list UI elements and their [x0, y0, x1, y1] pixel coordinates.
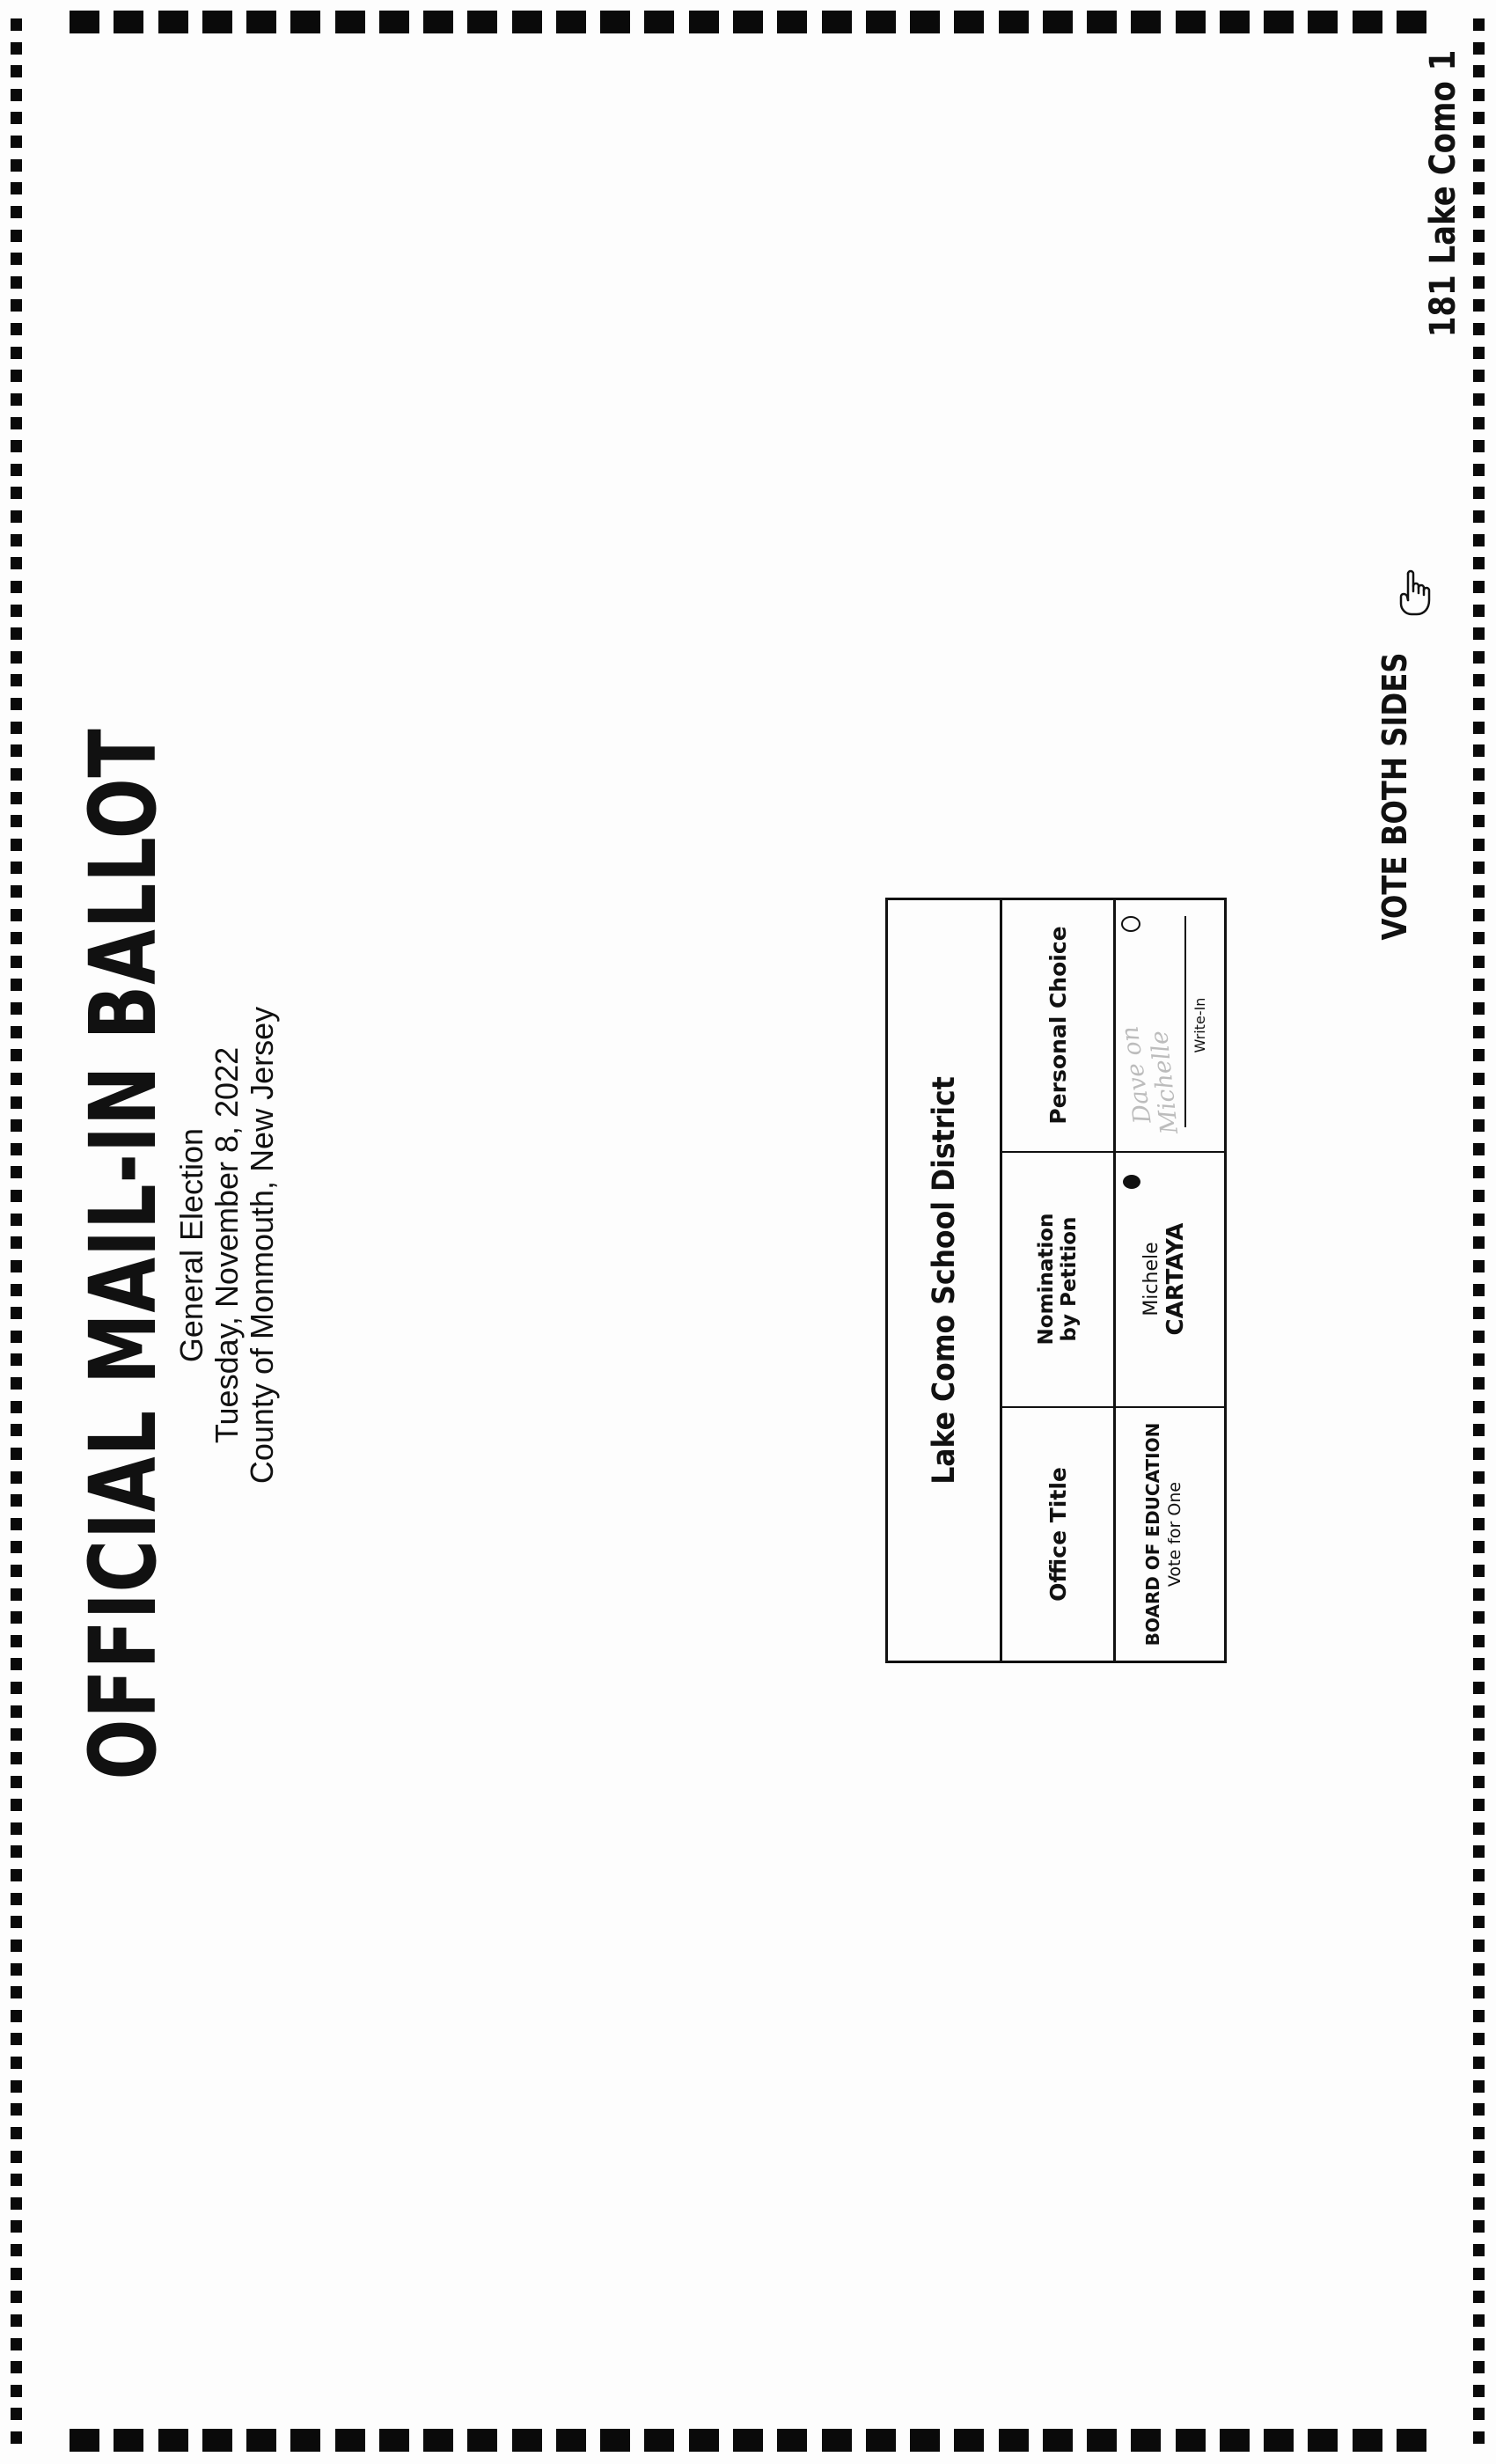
timing-mark: [1176, 2429, 1206, 2452]
timing-mark: [11, 1611, 22, 1624]
timing-mark: [114, 11, 143, 33]
timing-mark: [1473, 1541, 1485, 1553]
election-date: Tuesday, November 8, 2022: [209, 1046, 245, 1444]
timing-mark: [556, 2429, 586, 2452]
timing-mark: [11, 1002, 22, 1015]
timing-mark: [11, 1049, 22, 1061]
timing-mark: [866, 2429, 896, 2452]
timing-mark: [11, 1940, 22, 1952]
timing-mark: [1473, 862, 1485, 874]
timing-mark: [11, 370, 22, 382]
timing-mark: [11, 159, 22, 172]
timing-mark: [1308, 2429, 1338, 2452]
timing-mark: [11, 2010, 22, 2022]
timing-mark: [11, 627, 22, 640]
timing-mark: [11, 206, 22, 218]
candidate-cell[interactable]: [1116, 1153, 1224, 1405]
timing-mark: [1087, 2429, 1117, 2452]
district-name: Lake Como School District: [927, 1076, 962, 1485]
timing-mark: [11, 136, 22, 148]
timing-mark: [11, 2174, 22, 2186]
timing-mark: [11, 276, 22, 289]
timing-mark: [1473, 1940, 1485, 1952]
timing-mark: [11, 1518, 22, 1530]
timing-mark: [1473, 112, 1485, 124]
timing-mark: [1473, 2291, 1485, 2303]
timing-mark: [600, 2429, 630, 2452]
timing-mark: [246, 11, 276, 33]
timing-mark: [1473, 2385, 1485, 2397]
election-info: [174, 1007, 280, 1484]
timing-mark: [600, 11, 630, 33]
timing-mark: [11, 979, 22, 991]
timing-mark: [11, 112, 22, 124]
timing-mark: [1473, 1401, 1485, 1413]
timing-mark: [11, 768, 22, 781]
timing-mark: [1473, 510, 1485, 523]
timing-mark: [1473, 651, 1485, 664]
timing-mark: [379, 11, 409, 33]
timing-mark: [467, 11, 497, 33]
timing-mark: [1473, 698, 1485, 710]
timing-mark: [11, 2385, 22, 2397]
district-header: [888, 938, 1001, 1623]
timing-mark: [1473, 230, 1485, 242]
timing-mark: [822, 2429, 852, 2452]
write-in-cell[interactable]: [1116, 900, 1224, 1150]
timing-mark: [11, 1728, 22, 1741]
timing-mark: [11, 1588, 22, 1601]
timing-mark: [158, 11, 188, 33]
timing-mark: [1473, 1705, 1485, 1718]
timing-mark: [70, 2429, 99, 2452]
timing-mark: [11, 932, 22, 944]
timing-mark: [777, 2429, 807, 2452]
timing-mark: [1473, 2220, 1485, 2233]
timing-mark: [1473, 393, 1485, 406]
timing-mark: [954, 11, 984, 33]
timing-mark: [11, 885, 22, 898]
timing-mark: [11, 1143, 22, 1155]
timing-mark: [1473, 159, 1485, 172]
timing-mark: [1473, 1611, 1485, 1624]
timing-mark: [999, 2429, 1029, 2452]
timing-mark: [1473, 2174, 1485, 2186]
timing-mark: [1308, 11, 1338, 33]
timing-mark: [11, 1377, 22, 1390]
timing-mark: [11, 1236, 22, 1249]
timing-mark: [1473, 1869, 1485, 1881]
timing-mark: [11, 1893, 22, 1905]
timing-mark: [11, 230, 22, 242]
timing-mark: [1473, 979, 1485, 991]
timing-mark: [1176, 11, 1206, 33]
timing-mark: [11, 1494, 22, 1507]
timing-mark: [11, 1963, 22, 1976]
timing-mark: [11, 2361, 22, 2373]
timing-mark: [1473, 1588, 1485, 1601]
timing-mark: [11, 557, 22, 569]
write-in-handwriting-1: Dave on: [1116, 1024, 1157, 1126]
timing-mark: [1473, 2197, 1485, 2210]
timing-mark: [11, 862, 22, 874]
timing-mark: [1473, 2033, 1485, 2045]
timing-mark: [335, 2429, 365, 2452]
timing-mark: [246, 2429, 276, 2452]
timing-mark: [1473, 932, 1485, 944]
timing-mark: [556, 11, 586, 33]
timing-mark: [1264, 11, 1294, 33]
timing-mark: [1473, 1986, 1485, 1998]
timing-mark: [1473, 1026, 1485, 1038]
timing-mark: [1473, 2151, 1485, 2163]
timing-mark: [1473, 370, 1485, 382]
timing-mark: [1473, 182, 1485, 194]
timing-mark: [1473, 2314, 1485, 2327]
timing-mark: [1473, 1635, 1485, 1647]
office-title: BOARD OF EDUCATION: [1142, 1422, 1163, 1646]
timing-mark: [1473, 2010, 1485, 2022]
timing-mark: [11, 510, 22, 523]
candidate-first-name: Michele: [1140, 1242, 1162, 1316]
timing-mark: [1397, 11, 1426, 33]
timing-mark: [1473, 605, 1485, 617]
timing-mark: [1473, 2361, 1485, 2373]
timing-mark: [954, 2429, 984, 2452]
timing-mark: [11, 2431, 22, 2444]
timing-mark: [1473, 1307, 1485, 1319]
timing-mark: [70, 11, 99, 33]
timing-mark: [335, 11, 365, 33]
timing-mark: [11, 2103, 22, 2116]
timing-mark: [1473, 65, 1485, 77]
timing-mark: [1473, 1518, 1485, 1530]
timing-mark: [11, 2268, 22, 2280]
timing-mark: [11, 2244, 22, 2256]
timing-mark: [11, 1845, 22, 1858]
vote-both-sides: VOTE BOTH SIDES: [1375, 652, 1414, 941]
timing-mark: [11, 744, 22, 757]
timing-mark: [1131, 11, 1161, 33]
timing-mark: [1473, 534, 1485, 546]
timing-mark: [11, 722, 22, 734]
timing-mark: [158, 2429, 188, 2452]
timing-mark: [11, 2033, 22, 2045]
timing-mark: [1473, 1166, 1485, 1178]
timing-mark: [11, 1565, 22, 1577]
timing-mark: [1473, 1728, 1485, 1741]
timing-mark: [1473, 276, 1485, 289]
timing-mark: [11, 1705, 22, 1718]
election-county: County of Monmouth, New Jersey: [244, 1006, 280, 1485]
timing-mark: [11, 1658, 22, 1670]
timing-mark: [1353, 11, 1382, 33]
timing-mark: [11, 1799, 22, 1811]
timing-mark: [1473, 1752, 1485, 1764]
timing-mark: [11, 393, 22, 406]
timing-mark: [1473, 1893, 1485, 1905]
timing-mark: [1473, 1799, 1485, 1811]
timing-mark: [11, 464, 22, 476]
timing-mark: [1473, 1776, 1485, 1788]
timing-mark: [1473, 557, 1485, 569]
timing-mark: [1473, 1448, 1485, 1460]
timing-mark: [11, 2197, 22, 2210]
timing-mark: [11, 839, 22, 851]
timing-mark: [11, 698, 22, 710]
timing-mark: [11, 1682, 22, 1694]
timing-mark: [11, 440, 22, 452]
timing-mark: [11, 182, 22, 194]
timing-mark: [1473, 2080, 1485, 2093]
timing-mark: [11, 956, 22, 968]
timing-mark: [11, 89, 22, 101]
timing-mark: [1473, 1049, 1485, 1061]
timing-mark: [11, 674, 22, 686]
timing-mark: [11, 65, 22, 77]
timing-mark: [290, 11, 320, 33]
timing-mark: [822, 11, 852, 33]
timing-mark: [1473, 2103, 1485, 2116]
timing-mark: [11, 651, 22, 664]
timing-mark: [11, 605, 22, 617]
timing-mark: [11, 1190, 22, 1202]
timing-mark: [1473, 1845, 1485, 1858]
timing-mark: [1397, 2429, 1426, 2452]
write-in-label: Write-In: [1192, 997, 1208, 1053]
timing-mark: [1473, 1236, 1485, 1249]
timing-mark: [1473, 1284, 1485, 1296]
timing-mark: [1473, 1471, 1485, 1484]
timing-mark: [467, 2429, 497, 2452]
timing-mark: [1473, 1073, 1485, 1085]
timing-mark: [1043, 11, 1073, 33]
timing-mark: [910, 11, 940, 33]
timing-mark: [1473, 909, 1485, 921]
vote-instruction: Vote for One: [1165, 1481, 1184, 1588]
timing-mark: [1473, 2127, 1485, 2139]
timing-mark: [11, 1284, 22, 1296]
timing-mark: [1473, 1963, 1485, 1976]
timing-mark: [1220, 11, 1250, 33]
timing-mark: [11, 299, 22, 312]
timing-mark: [1473, 581, 1485, 593]
timing-mark: [11, 1026, 22, 1038]
timing-mark: [1473, 1119, 1485, 1132]
timing-mark: [11, 792, 22, 804]
timing-mark: [11, 1869, 22, 1881]
timing-mark: [1087, 11, 1117, 33]
timing-mark: [644, 11, 674, 33]
timing-mark: [11, 1635, 22, 1647]
timing-mark: [1473, 792, 1485, 804]
timing-mark: [11, 2338, 22, 2350]
timing-mark: [689, 2429, 719, 2452]
timing-mark: [1473, 744, 1485, 757]
timing-mark: [1473, 1565, 1485, 1577]
timing-mark: [11, 1822, 22, 1835]
timing-mark: [11, 1401, 22, 1413]
timing-mark: [1473, 1096, 1485, 1109]
timing-mark: [1473, 1424, 1485, 1436]
timing-mark: [1473, 885, 1485, 898]
timing-mark: [11, 1096, 22, 1109]
timing-mark: [1473, 2431, 1485, 2444]
timing-mark: [11, 2408, 22, 2420]
timing-mark: [11, 1986, 22, 1998]
timing-mark: [423, 2429, 453, 2452]
timing-mark: [1473, 1682, 1485, 1694]
timing-mark: [1473, 1214, 1485, 1226]
timing-mark: [1473, 2244, 1485, 2256]
timing-mark: [1473, 2268, 1485, 2280]
timing-mark: [1473, 18, 1485, 31]
timing-mark: [1473, 1658, 1485, 1670]
timing-mark: [11, 1471, 22, 1484]
timing-mark: [1473, 487, 1485, 499]
timing-mark: [1473, 1002, 1485, 1015]
timing-mark: [11, 1353, 22, 1366]
timing-mark: [11, 2057, 22, 2069]
timing-mark: [689, 11, 719, 33]
timing-mark: [11, 347, 22, 359]
write-in-handwriting-2: Michelle: [1145, 1029, 1184, 1136]
timing-mark: [1473, 722, 1485, 734]
timing-mark: [1264, 2429, 1294, 2452]
timing-mark: [11, 1073, 22, 1085]
timing-mark: [1473, 815, 1485, 827]
timing-mark: [733, 2429, 763, 2452]
timing-mark: [11, 534, 22, 546]
timing-mark: [11, 1166, 22, 1178]
contest-table: [885, 898, 1227, 1663]
timing-mark: [1353, 2429, 1382, 2452]
timing-mark: [1473, 136, 1485, 148]
timing-mark: [1473, 1353, 1485, 1366]
timing-mark: [11, 323, 22, 335]
timing-mark: [1473, 347, 1485, 359]
timing-mark: [11, 2291, 22, 2303]
column-header-nomination: Nomination by Petition: [1035, 1213, 1081, 1346]
timing-mark: [423, 11, 453, 33]
candidate-last-name: CARTAYA: [1162, 1222, 1189, 1336]
timing-mark: [1473, 464, 1485, 476]
timing-mark: [777, 11, 807, 33]
timing-mark: [11, 1260, 22, 1272]
office-title-cell: [1116, 1408, 1224, 1661]
precinct-label: 181 Lake Como 1: [1423, 49, 1463, 338]
timing-mark: [1473, 299, 1485, 312]
timing-mark: [1473, 1377, 1485, 1390]
column-header-office: Office Title: [1045, 1467, 1071, 1602]
timing-mark: [1473, 768, 1485, 781]
timing-mark: [1473, 42, 1485, 55]
timing-mark: [1473, 1143, 1485, 1155]
timing-mark: [11, 1448, 22, 1460]
timing-mark: [1473, 1822, 1485, 1835]
candidate-oval[interactable]: [1123, 1175, 1140, 1189]
timing-mark: [1131, 2429, 1161, 2452]
timing-mark: [202, 11, 232, 33]
timing-mark: [1473, 1916, 1485, 1928]
timing-mark: [1473, 2057, 1485, 2069]
timing-mark: [11, 2151, 22, 2163]
timing-mark: [11, 1424, 22, 1436]
column-header-personal-choice: Personal Choice: [1045, 926, 1071, 1125]
timing-mark: [1473, 1494, 1485, 1507]
timing-mark: [11, 2220, 22, 2233]
timing-mark: [11, 2127, 22, 2139]
timing-mark: [114, 2429, 143, 2452]
write-in-oval[interactable]: [1121, 916, 1140, 932]
timing-mark: [11, 1119, 22, 1132]
timing-mark: [1473, 1260, 1485, 1272]
timing-mark: [1473, 839, 1485, 851]
timing-mark: [1473, 2408, 1485, 2420]
pointing-hand-icon: [1392, 567, 1445, 620]
timing-mark: [11, 253, 22, 265]
timing-mark: [11, 1776, 22, 1788]
timing-mark: [11, 581, 22, 593]
timing-mark: [11, 1541, 22, 1553]
timing-mark: [1473, 206, 1485, 218]
timing-mark: [733, 11, 763, 33]
timing-mark: [644, 2429, 674, 2452]
timing-mark: [1473, 253, 1485, 265]
timing-mark: [512, 11, 542, 33]
timing-mark: [11, 1214, 22, 1226]
timing-mark: [1473, 417, 1485, 429]
timing-mark: [1473, 1190, 1485, 1202]
timing-mark: [11, 1307, 22, 1319]
timing-mark: [1473, 627, 1485, 640]
timing-mark: [1473, 2338, 1485, 2350]
ballot-title: OFFICIAL MAIL-IN BALLOT: [70, 728, 177, 1780]
timing-mark: [11, 42, 22, 55]
timing-mark: [11, 1916, 22, 1928]
timing-mark: [1473, 674, 1485, 686]
timing-mark: [1473, 89, 1485, 101]
timing-mark: [11, 417, 22, 429]
timing-mark: [11, 815, 22, 827]
timing-mark: [1043, 2429, 1073, 2452]
timing-mark: [866, 11, 896, 33]
timing-mark: [999, 11, 1029, 33]
timing-mark: [11, 2314, 22, 2327]
timing-mark: [11, 1331, 22, 1343]
timing-mark: [1473, 440, 1485, 452]
write-in-line: [1184, 916, 1186, 1127]
timing-mark: [1473, 1331, 1485, 1343]
timing-mark: [512, 2429, 542, 2452]
timing-mark: [290, 2429, 320, 2452]
timing-mark: [11, 2080, 22, 2093]
timing-mark: [202, 2429, 232, 2452]
timing-mark: [11, 487, 22, 499]
timing-mark: [910, 2429, 940, 2452]
timing-mark: [11, 18, 22, 31]
timing-mark: [11, 909, 22, 921]
timing-mark: [11, 1752, 22, 1764]
timing-mark: [1220, 2429, 1250, 2452]
timing-mark: [379, 2429, 409, 2452]
election-name: General Election: [173, 1127, 209, 1363]
timing-mark: [1473, 323, 1485, 335]
timing-mark: [1473, 956, 1485, 968]
